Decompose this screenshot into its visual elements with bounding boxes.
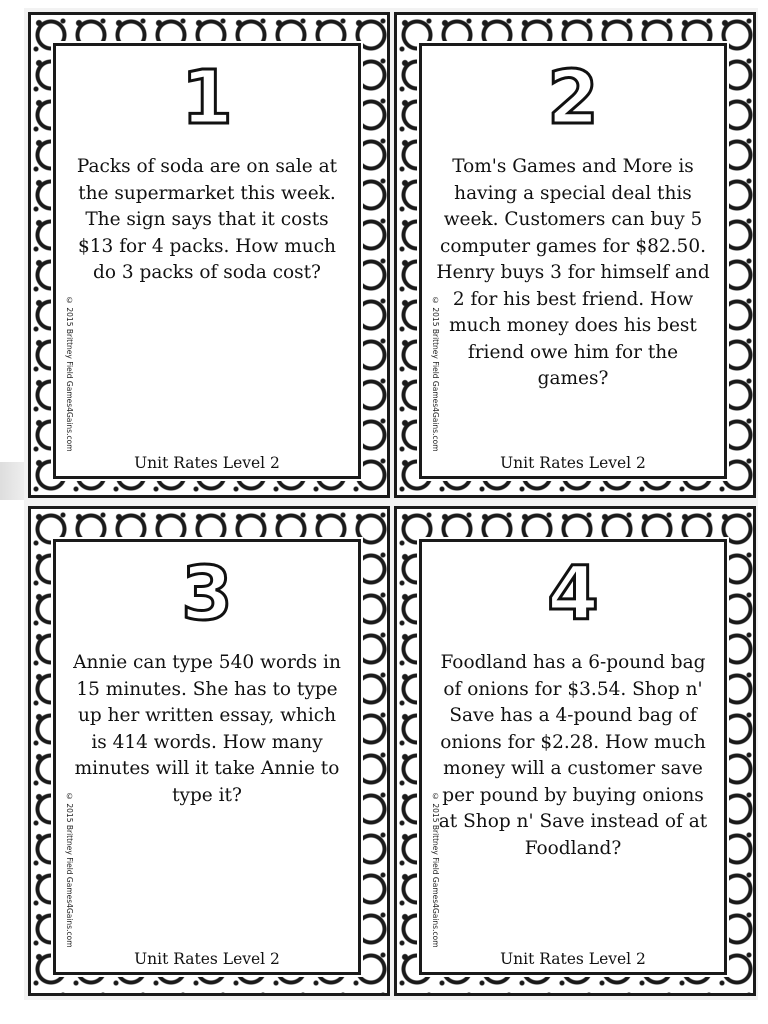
card-number-2: 2	[547, 55, 599, 141]
card-copyright-1: © 2015 Brittney Field Games4Gains.com	[65, 296, 74, 452]
task-card-4	[419, 539, 727, 975]
card-number-3: 3	[181, 551, 233, 637]
scan-smudge	[0, 462, 26, 500]
card-question-4: Foodland has a 6-pound bag of onions for $3.54. Shop n' Save has a 4-pound bag of onions for $2.28. How much money will a customer save per pound by buying onions at Shop n' Save instead of at Foodland?	[438, 652, 708, 859]
task-card-1	[53, 43, 361, 479]
card-question-3: Annie can type 540 words in 15 minutes. She has to type up her written essay, which is 414 words. How many minutes will it take Annie to type it?	[73, 652, 341, 806]
card-number-4: 4	[547, 551, 599, 637]
card-question-1: Packs of soda are on sale at the supermarket this week. The sign says that it costs $13 for 4 packs. How much do 3 packs of soda cost?	[76, 156, 338, 283]
task-card-sheet	[24, 8, 758, 1000]
task-card-3	[53, 539, 361, 975]
task-card-2-frame	[394, 12, 756, 498]
card-footer-4: Unit Rates Level 2	[500, 950, 646, 968]
card-copyright-3: © 2015 Brittney Field Games4Gains.com	[65, 792, 74, 948]
card-footer-2: Unit Rates Level 2	[500, 454, 646, 472]
task-card-4-frame	[394, 506, 756, 996]
task-card-2	[419, 43, 727, 479]
card-footer-1: Unit Rates Level 2	[134, 454, 280, 472]
card-number-1: 1	[181, 55, 233, 141]
card-copyright-4: © 2015 Brittney Field Games4Gains.com	[431, 792, 440, 948]
card-copyright-2: © 2015 Brittney Field Games4Gains.com	[431, 296, 440, 452]
card-question-2: Tom's Games and More is having a special deal this week. Customers can buy 5 computer games for $82.50. Henry buys 3 for himself and 2 for his best friend. How much money does his best friend owe him for the games?	[436, 156, 710, 389]
card-footer-3: Unit Rates Level 2	[134, 950, 280, 968]
task-card-3-frame	[28, 506, 390, 996]
task-card-1-frame	[28, 12, 390, 498]
